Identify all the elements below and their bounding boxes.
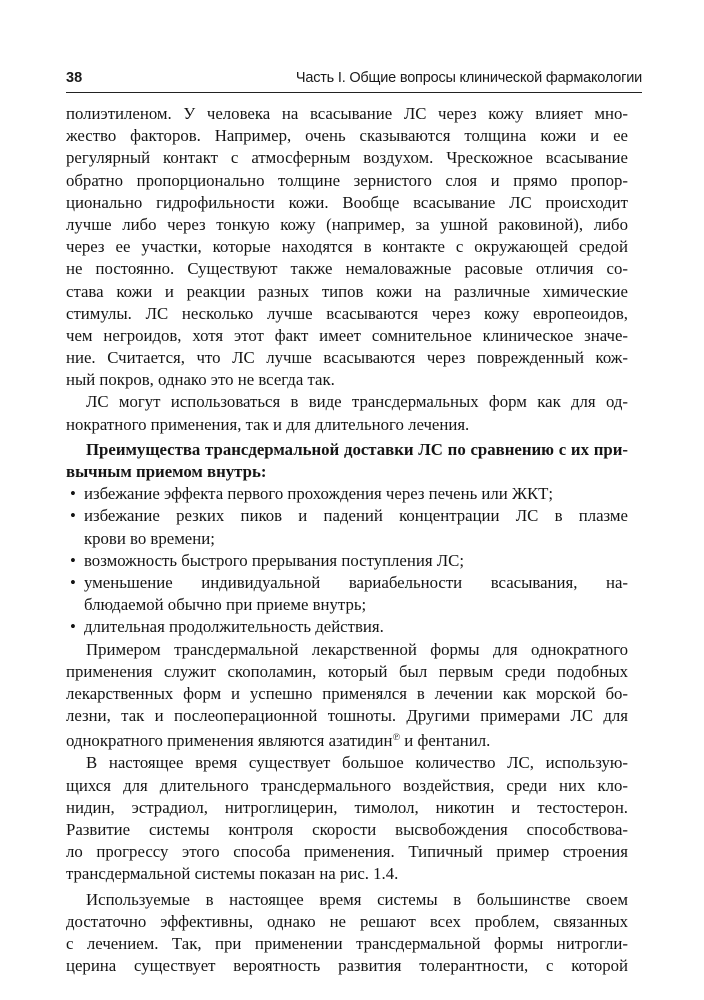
bullet-marker: • — [70, 572, 76, 592]
text-line: ние. Считается, что ЛС лучше всасываются через поврежденный кож- — [66, 348, 628, 368]
text-line: лучше либо через тонкую кожу (например, за ушной раковиной), либо — [66, 214, 628, 234]
paragraph-3 — [66, 639, 628, 750]
registered-mark: ℗ — [392, 732, 401, 744]
text-line: возможность быстрого прерывания поступления ЛС; — [84, 550, 464, 570]
text-line: уменьшение индивидуальной вариабельности всасывания, на- — [84, 572, 628, 592]
text-line: В настоящее время существует большое количество ЛС, использую- — [86, 753, 628, 773]
text-line: жество факторов. Например, очень сказываются толщина кожи и ее — [66, 126, 628, 146]
text-line: Примером трансдермальной лекарственной формы для однократного — [86, 639, 628, 659]
text-line: крови во времени; — [84, 528, 215, 548]
list-item — [66, 505, 628, 549]
bullet-marker: • — [70, 617, 76, 637]
text-line: избежание эффекта первого прохождения через печень или ЖКТ; — [84, 484, 554, 504]
paragraph-1 — [66, 103, 628, 391]
text-line: применения служит скополамин, который был первым среди подобных — [66, 661, 628, 681]
text-line: длительная продолжительность действия. — [84, 617, 384, 637]
text-line: обратно пропорционально толщине зернистого слоя и прямо пропор- — [66, 170, 628, 190]
body-text — [66, 103, 628, 977]
text-line: ЛС могут использоваться в виде трансдермальных форм как для од- — [86, 392, 628, 412]
bullet-marker: • — [70, 484, 76, 504]
paragraph-4 — [66, 752, 628, 885]
text-line: достаточно эффективны, однако не решают всех проблем, связанных — [66, 911, 628, 931]
text-line: лекарственных форм и успешно применялся в лечении как морской бо- — [66, 683, 628, 703]
running-head: Часть I. Общие вопросы клинической фармакологии — [295, 70, 642, 86]
text-line: с лечением. Так, при применении трансдермальной формы нитрогли- — [66, 933, 628, 953]
list-item — [66, 550, 628, 572]
text-line: щихся для длительного трансдермального воздействия, среди них кло- — [66, 775, 628, 795]
text-line: не постоянно. Существуют также немаловажные расовые отличия со- — [66, 259, 628, 279]
text-line: ный покров, однако это не всегда так. — [66, 370, 335, 390]
text-line: Преимущества трансдермальной доставки ЛС по сравнению с их при- — [86, 439, 628, 459]
text-line: нократного применения, так и для длительного лечения. — [66, 414, 470, 434]
page-number: 38 — [66, 70, 83, 86]
section-heading — [66, 439, 628, 483]
text-line: Используемые в настоящее время системы в большинстве своем — [86, 889, 628, 909]
text-line: блюдаемой обычно при приеме внутрь; — [84, 595, 367, 615]
text-line: става кожи и реакции разных типов кожи на различные химические — [66, 281, 628, 301]
list-item — [66, 616, 628, 638]
text-line: избежание резких пиков и падений концентрации ЛС в плазме — [84, 506, 628, 526]
bullet-marker: • — [70, 550, 76, 570]
text-line: регулярный контакт с атмосферным воздухом. Чрескожное всасывание — [66, 148, 628, 168]
text-fragment: и фентанил. — [400, 731, 491, 751]
text-line: вычным приемом внутрь: — [66, 462, 267, 481]
text-line: Развитие системы контроля скорости высвобождения способствова- — [66, 820, 628, 839]
paragraph-2 — [66, 391, 628, 435]
text-line: нидин, эстрадиол, нитроглицерин, тимолол, никотин и тестостерон. — [66, 797, 628, 817]
bullet-marker: • — [70, 506, 76, 526]
text-line: ло прогрессу этого способа применения. Типичный пример строения — [66, 842, 628, 862]
bullet-list — [66, 483, 628, 638]
header-rule — [66, 92, 642, 93]
text-line: лезни, так и послеоперационной тошноты. Другими примерами ЛС для — [66, 706, 628, 726]
page-header — [66, 68, 642, 90]
text-line: трансдермальной системы показан на рис. 1.4. — [66, 864, 399, 884]
text-line: полиэтиленом. У человека на всасывание ЛС через кожу влияет мно- — [66, 104, 628, 123]
list-item — [66, 483, 628, 505]
text-line: стимулы. ЛС несколько лучше всасываются через кожу европеоидов, — [66, 303, 628, 323]
paragraph-5 — [66, 889, 628, 978]
text-fragment: однократного применения являются азатидин — [66, 731, 393, 751]
text-line: чем негроидов, хотя этот факт имеет сомнительное клиническое значе- — [66, 325, 628, 345]
list-item — [66, 572, 628, 616]
text-line: ционально гидрофильности кожи. Вообще всасывание ЛС происходит — [66, 192, 628, 212]
text-line: через ее участки, которые находятся в контакте с окружающей средой — [66, 237, 628, 257]
text-line: церина существует вероятность развития толерантности, с которой — [66, 956, 628, 976]
